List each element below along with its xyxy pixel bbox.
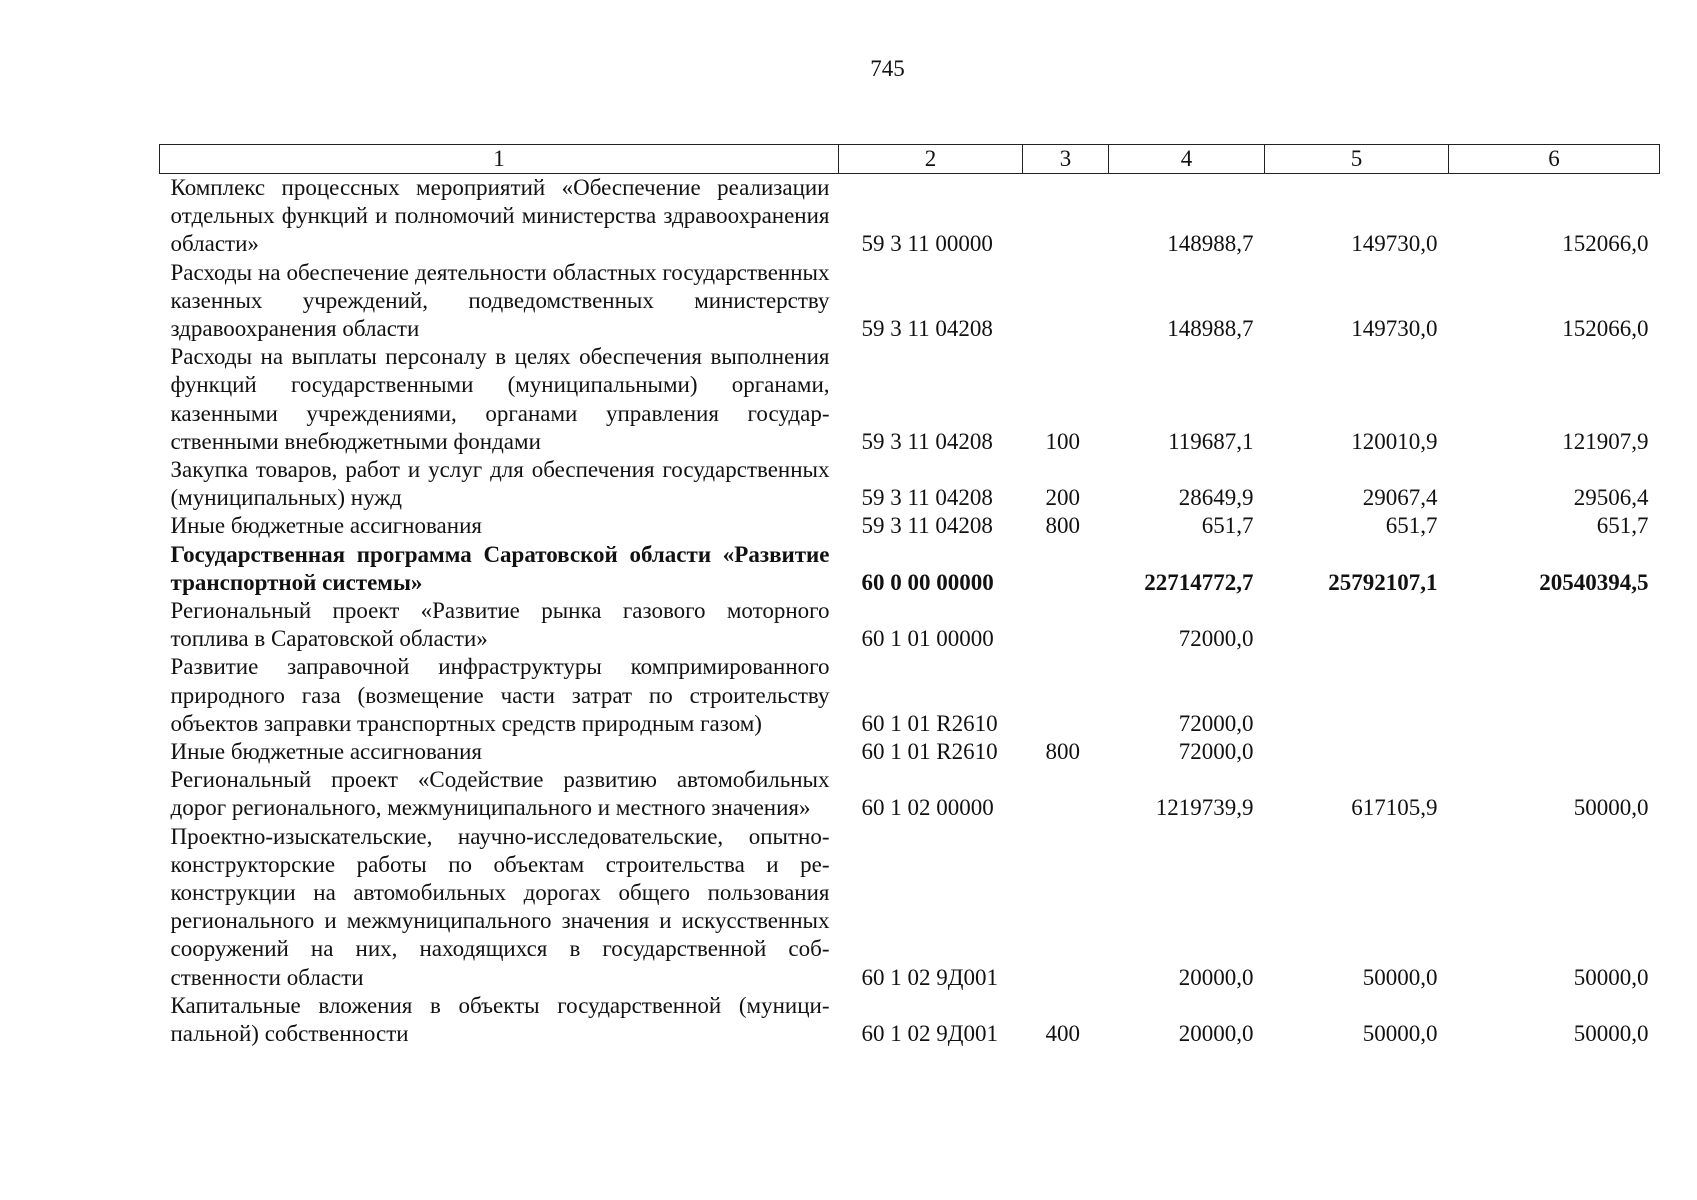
row-code-cell: 60 1 02 9Д001 xyxy=(861,964,998,990)
column-header: 3 xyxy=(1023,145,1109,174)
row-code-cell: 59 3 11 04208 xyxy=(861,513,993,539)
row-kvr-cell xyxy=(1023,541,1109,597)
row-code-cell: 60 1 02 9Д001 xyxy=(861,1021,998,1047)
row-code-cell: 60 1 02 00000 xyxy=(861,795,994,821)
row-name-cell: Региональный проект «Содействие развитию автомобильных дорог регионального, межмуниципального и местного значения» xyxy=(170,767,830,821)
column-header: 4 xyxy=(1109,145,1265,174)
row-value-col5-cell: 149730,0 xyxy=(1351,316,1438,342)
table-row xyxy=(160,512,1660,540)
row-value-col5-cell: 149730,0 xyxy=(1351,231,1438,257)
row-value-col5-cell: 120010,9 xyxy=(1351,428,1438,454)
row-name-cell: Государственная программа Саратовской области «Развитие транспортной системы» xyxy=(170,541,830,595)
row-code-cell: 59 3 11 04208 xyxy=(861,316,993,342)
row-name-cell: Расходы на выплаты персоналу в целях обеспечения выполнения функций государственными (муниципальными) органами, казенными учреждениями, органами управления государственными внебюджетными фондами xyxy=(170,344,830,454)
table-row xyxy=(160,456,1660,512)
row-value-col5-cell xyxy=(1265,738,1449,766)
row-kvr-cell: 400 xyxy=(1045,1021,1080,1047)
table-row xyxy=(160,738,1660,766)
table-row xyxy=(160,992,1660,1048)
row-value-col4-cell: 119687,1 xyxy=(1168,428,1254,454)
row-value-col6-cell xyxy=(1449,738,1660,766)
table-row xyxy=(160,174,1660,259)
table-row xyxy=(160,343,1660,456)
table-row xyxy=(160,653,1660,738)
row-code-cell: 60 0 00 00000 xyxy=(861,569,994,595)
row-value-col4-cell: 20000,0 xyxy=(1178,1021,1254,1047)
row-value-col4-cell: 1219739,9 xyxy=(1155,795,1254,821)
row-value-col5-cell xyxy=(1265,653,1449,738)
row-value-col6-cell xyxy=(1449,653,1660,738)
header-row xyxy=(160,145,1660,174)
row-kvr-cell: 100 xyxy=(1045,428,1080,454)
row-value-col5-cell xyxy=(1265,597,1449,653)
row-value-col5-cell: 25792107,1 xyxy=(1328,569,1438,595)
row-code-cell: 60 1 01 R2610 xyxy=(861,739,998,765)
row-code-cell: 60 1 01 00000 xyxy=(861,626,994,652)
row-code-cell: 59 3 11 04208 xyxy=(861,485,993,511)
row-code-cell: 60 1 01 R2610 xyxy=(861,710,998,736)
row-value-col4-cell: 28649,9 xyxy=(1178,485,1254,511)
row-value-col4-cell: 651,7 xyxy=(1201,513,1254,539)
table-row xyxy=(160,259,1660,344)
row-value-col6-cell: 152066,0 xyxy=(1562,316,1649,342)
row-name-cell: Иные бюджетные ассигнования xyxy=(170,513,482,539)
row-name-cell: Иные бюджетные ассигнования xyxy=(170,739,482,765)
row-value-col4-cell: 72000,0 xyxy=(1178,626,1254,652)
row-kvr-cell xyxy=(1023,174,1109,259)
row-value-col4-cell: 148988,7 xyxy=(1167,316,1254,342)
row-kvr-cell: 800 xyxy=(1045,739,1080,765)
table-row xyxy=(160,541,1660,597)
column-header: 2 xyxy=(839,145,1023,174)
row-value-col6-cell: 152066,0 xyxy=(1562,231,1649,257)
row-name-cell: Расходы на обеспечение деятельности областных государственных казенных учреждений, подведомственных министерству здравоохранения области xyxy=(170,259,830,342)
row-value-col4-cell: 20000,0 xyxy=(1178,964,1254,990)
table-row xyxy=(160,597,1660,653)
row-name-cell: Закупка товаров, работ и услуг для обеспечения государственных (муниципальных) нужд xyxy=(170,457,830,511)
table-row xyxy=(160,823,1660,992)
row-value-col6-cell: 121907,9 xyxy=(1562,428,1649,454)
row-value-col6-cell xyxy=(1449,597,1660,653)
table-header xyxy=(160,145,1660,174)
column-header: 1 xyxy=(160,145,839,174)
column-header: 6 xyxy=(1449,145,1660,174)
row-code-cell: 59 3 11 04208 xyxy=(861,428,993,454)
row-kvr-cell: 200 xyxy=(1045,485,1080,511)
row-value-col6-cell: 50000,0 xyxy=(1573,964,1649,990)
row-value-col4-cell: 148988,7 xyxy=(1167,231,1254,257)
row-kvr-cell: 800 xyxy=(1045,513,1080,539)
column-header: 5 xyxy=(1265,145,1449,174)
row-kvr-cell xyxy=(1023,766,1109,822)
row-name-cell: Развитие заправочной инфраструктуры компримированного природного газа (возмещение части затрат по строительству объектов заправки транспортных средств природным газом) xyxy=(170,654,830,736)
row-value-col6-cell: 20540394,5 xyxy=(1539,569,1649,595)
row-code-cell: 59 3 11 00000 xyxy=(861,231,993,257)
row-kvr-cell xyxy=(1023,823,1109,992)
row-value-col4-cell: 22714772,7 xyxy=(1144,569,1254,595)
table-body xyxy=(160,174,1660,1049)
row-name-cell: Комплекс процессных мероприятий «Обеспечение реализации отдельных функций и полномочий министерства здравоохранения области» xyxy=(170,175,830,257)
row-name-cell: Капитальные вложения в объекты государственной (муниципальной) собственности xyxy=(170,992,830,1047)
page-number: 745 xyxy=(870,56,905,81)
row-value-col4-cell: 72000,0 xyxy=(1178,710,1254,736)
row-value-col4-cell: 72000,0 xyxy=(1178,739,1254,765)
table-row xyxy=(160,766,1660,822)
row-value-col5-cell: 617105,9 xyxy=(1351,795,1438,821)
row-value-col6-cell: 29506,4 xyxy=(1573,485,1649,511)
budget-table xyxy=(159,144,1660,1048)
row-value-col5-cell: 29067,4 xyxy=(1362,485,1438,511)
row-name-cell: Проектно-изыскательские, научно-исследовательские, опытно-конструкторские работы по объектам строительства и реконструкции на автомобильных дорогах общего пользования регионального и межмуниципального значения и искусственных сооружений на них, находящихся в государственной собственности области xyxy=(170,823,830,990)
row-kvr-cell xyxy=(1023,653,1109,738)
row-kvr-cell xyxy=(1023,597,1109,653)
row-value-col5-cell: 50000,0 xyxy=(1362,1021,1438,1047)
row-value-col5-cell: 651,7 xyxy=(1385,513,1438,539)
row-value-col6-cell: 651,7 xyxy=(1596,513,1649,539)
row-value-col6-cell: 50000,0 xyxy=(1573,795,1649,821)
row-name-cell: Региональный проект «Развитие рынка газового моторного топлива в Саратовской области» xyxy=(170,598,830,652)
row-value-col5-cell: 50000,0 xyxy=(1362,964,1438,990)
row-kvr-cell xyxy=(1023,259,1109,344)
row-value-col6-cell: 50000,0 xyxy=(1573,1021,1649,1047)
